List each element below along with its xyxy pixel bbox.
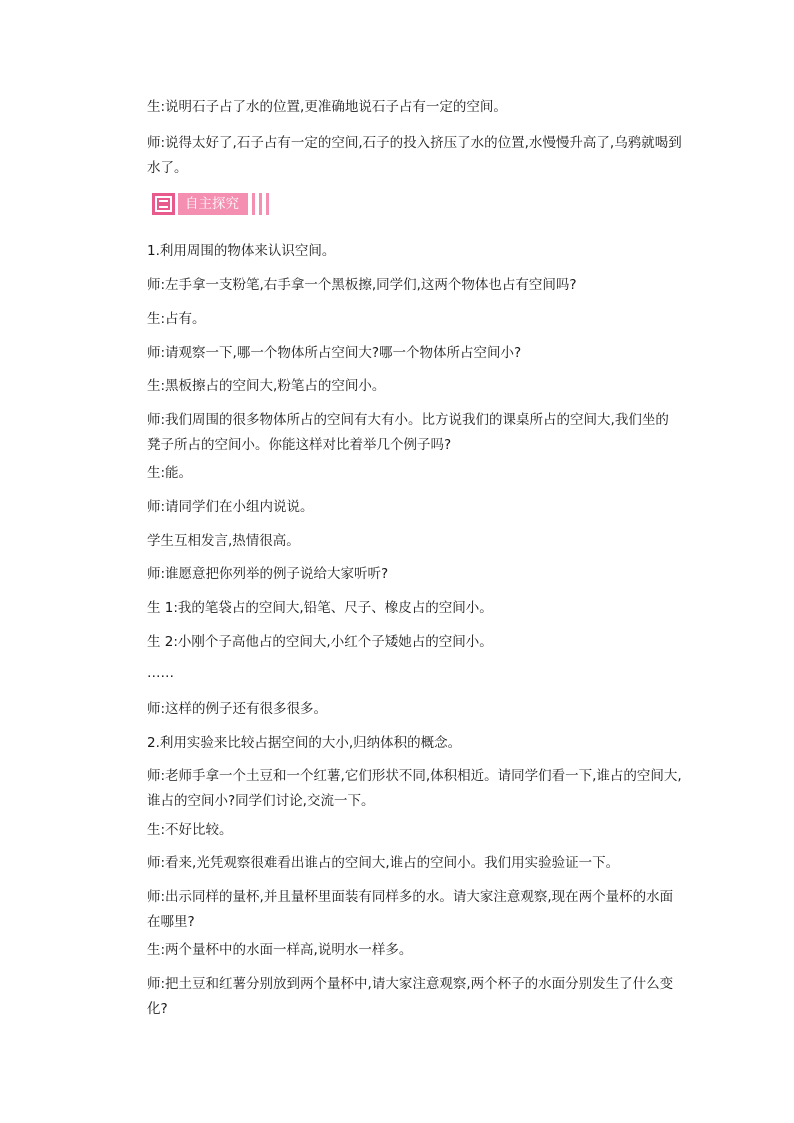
paragraph: 学生互相发言,热情很高。 [147, 533, 300, 549]
paragraph: 2.利用实验来比较占据空间的大小,归纳体积的概念。 [147, 735, 462, 751]
paragraph: 生:占有。 [147, 311, 206, 327]
paragraph: 生:说明石子占了水的位置,更准确地说石子占有一定的空间。 [147, 99, 507, 115]
section-header [152, 193, 298, 215]
paragraph: 生:黑板擦占的空间大,粉笔占的空间小。 [147, 378, 386, 394]
paragraph: 师:出示同样的量杯,并且量杯里面装有同样多的水。请大家注意观察,现在两个量杯的水面在哪里? [147, 889, 674, 930]
section-decoration [248, 193, 269, 215]
paragraph: 生 2:小刚个子高他占的空间大,小红个子矮她占的空间小。 [147, 634, 493, 650]
paragraph: 生 1:我的笔袋占的空间大,铅笔、尺子、橡皮占的空间小。 [147, 600, 493, 616]
paragraph: 师:把土豆和红薯分别放到两个量杯中,请大家注意观察,两个杯子的水面分别发生了什么变化? [147, 976, 674, 1017]
paragraph: 师:左手拿一支粉笔,右手拿一个黑板擦,同学们,这两个物体也占有空间吗? [147, 277, 577, 293]
paragraph: …… [147, 665, 174, 681]
paragraph: 生:两个量杯中的水面一样高,说明水一样多。 [147, 942, 413, 958]
paragraph: 师:请同学们在小组内说说。 [147, 499, 314, 515]
paragraph: 师:请观察一下,哪一个物体所占空间大?哪一个物体所占空间小? [147, 345, 522, 361]
paragraph: 1.利用周围的物体来认识空间。 [147, 243, 336, 259]
section-title: 自主探究 [178, 193, 248, 215]
section-number-icon [152, 193, 175, 215]
paragraph: 师:这样的例子还有很多很多。 [147, 701, 328, 717]
paragraph: 师:我们周围的很多物体所占的空间有大有小。比方说我们的课桌所占的空间大,我们坐的凳子所占的空间小。你能这样对比着举几个例子吗? [147, 412, 669, 453]
paragraph: 生:不好比较。 [147, 822, 233, 838]
paragraph: 师:说得太好了,石子占有一定的空间,石子的投入挤压了水的位置,水慢慢升高了,乌鸦就喝到水了。 [147, 135, 682, 176]
paragraph: 师:老师手拿一个土豆和一个红薯,它们形状不同,体积相近。请同学们看一下,谁占的空间大,谁占的空间小?同学们讨论,交流一下。 [147, 768, 682, 809]
paragraph: 生:能。 [147, 465, 193, 481]
paragraph: 师:谁愿意把你列举的例子说给大家听听? [147, 566, 389, 582]
paragraph: 师:看来,光凭观察很难看出谁占的空间大,谁占的空间小。我们用实验验证一下。 [147, 855, 620, 871]
